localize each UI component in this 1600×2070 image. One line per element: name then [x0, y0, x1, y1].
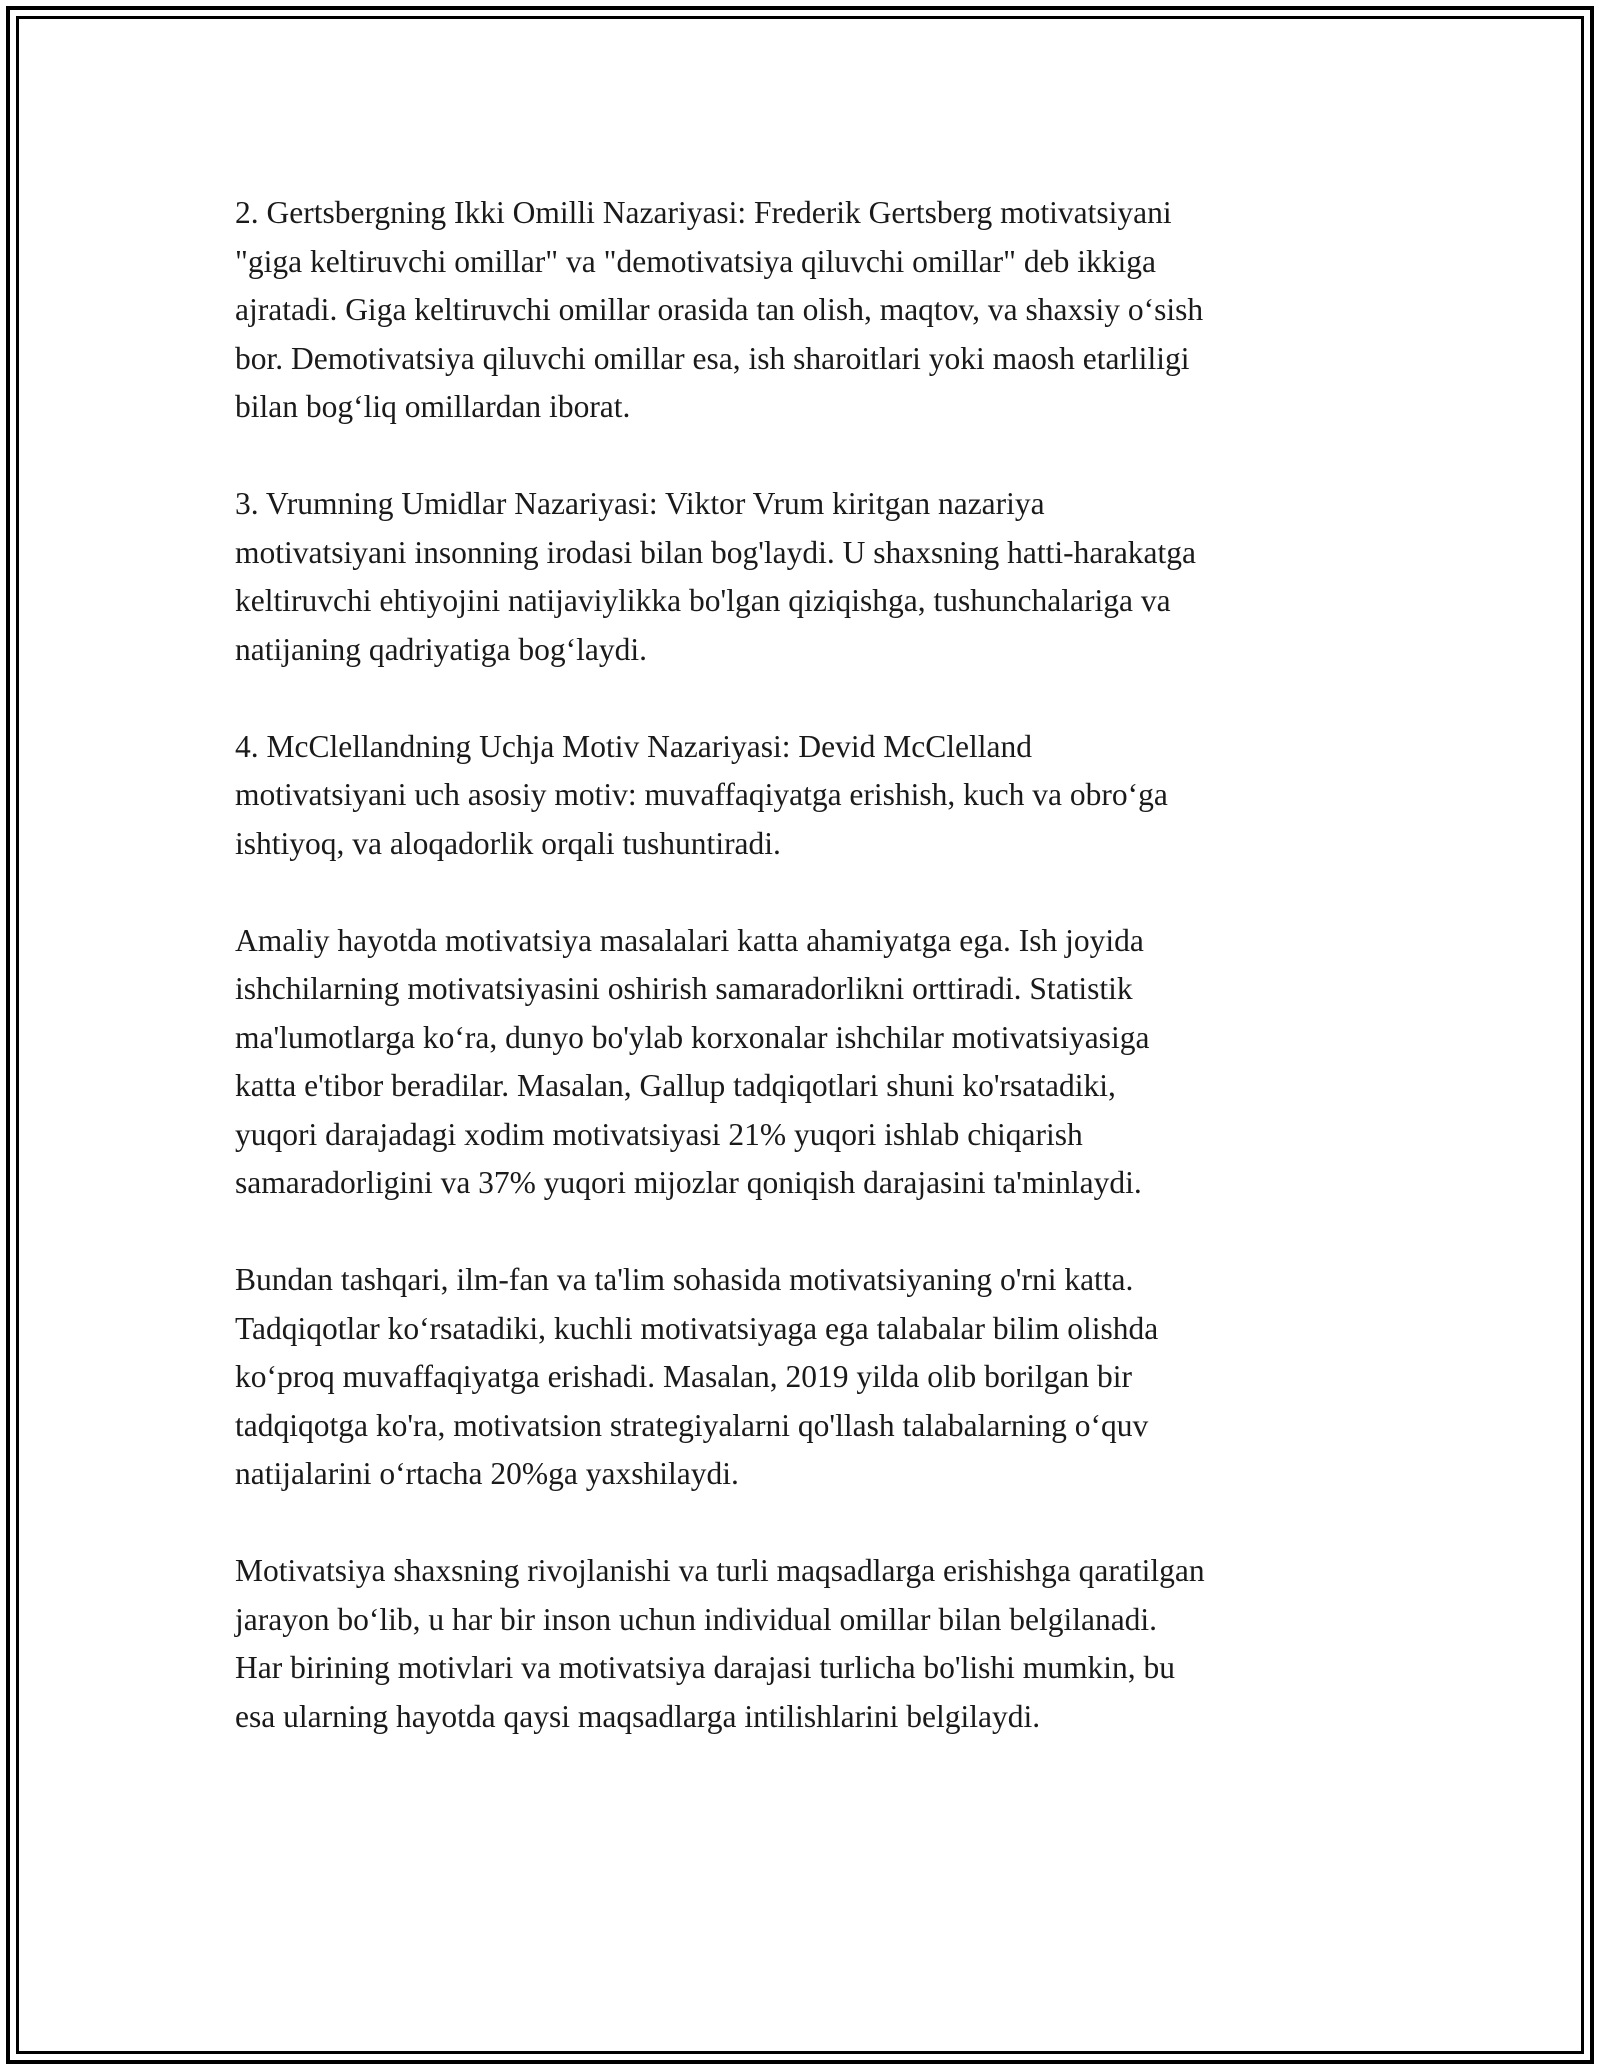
paragraph-mcclelland-theory	[235, 723, 1375, 869]
text-line: 2. Gertsbergning Ikki Omilli Nazariyasi: Frederik Gertsberg motivatsiyani	[235, 195, 1172, 230]
text-line: Bundan tashqari, ilm-fan va ta'lim sohasida motivatsiyaning o'rni katta.	[235, 1262, 1134, 1297]
text-line: bilan bog‘liq omillardan iborat.	[235, 389, 631, 424]
text-line: motivatsiyani uch asosiy motiv: muvaffaqiyatga erishish, kuch va obro‘ga	[235, 777, 1168, 812]
text-line: "giga keltiruvchi omillar" va "demotivatsiya qiluvchi omillar" deb ikkiga	[235, 243, 1156, 279]
text-line: yuqori darajadagi xodim motivatsiyasi 21% yuqori ishlab chiqarish	[235, 1116, 1083, 1152]
document-body	[235, 189, 1375, 1790]
text-line: ajratadi. Giga keltiruvchi omillar orasida tan olish, maqtov, va shaxsiy o‘sish	[235, 292, 1204, 327]
text-line: 4. McClellandning Uchja Motiv Nazariyasi: Devid McClelland	[235, 728, 1032, 764]
text-line: Amaliy hayotda motivatsiya masalalari katta ahamiyatga ega. Ish joyida	[235, 922, 1144, 958]
text-line: ishchilarning motivatsiyasini oshirish samaradorlikni orttiradi. Statistik	[235, 971, 1133, 1006]
text-line: natijaning qadriyatiga bog‘laydi.	[235, 631, 648, 667]
paragraph-workplace-motivation	[235, 917, 1375, 1208]
text-line: natijalarini o‘rtacha 20%ga yaxshilaydi.	[235, 1456, 739, 1491]
text-line: samaradorligini va 37% yuqori mijozlar qoniqish darajasini ta'minlaydi.	[235, 1165, 1142, 1200]
text-line: bor. Demotivatsiya qiluvchi omillar esa, ish sharoitlari yoki maosh etarliligi	[235, 340, 1190, 376]
text-line: ishtiyoq, va aloqadorlik orqali tushuntiradi.	[235, 825, 781, 861]
text-line: Motivatsiya shaxsning rivojlanishi va turli maqsadlarga erishishga qaratilgan	[235, 1553, 1205, 1588]
text-line: motivatsiyani insonning irodasi bilan bog'laydi. U shaxsning hatti-harakatga	[235, 534, 1197, 570]
text-line: ko‘proq muvaffaqiyatga erishadi. Masalan, 2019 yilda olib borilgan bir	[235, 1359, 1132, 1394]
text-line: Tadqiqotlar ko‘rsatadiki, kuchli motivatsiyaga ega talabalar bilim olishda	[235, 1310, 1159, 1346]
text-line: katta e'tibor beradilar. Masalan, Gallup tadqiqotlari shuni ko'rsatadiki,	[235, 1068, 1116, 1103]
paragraph-conclusion	[235, 1547, 1375, 1741]
text-line: jarayon bo‘lib, u har bir inson uchun individual omillar bilan belgilanadi.	[235, 1601, 1158, 1637]
text-line: 3. Vrumning Umidlar Nazariyasi: Viktor Vrum kiritgan nazariya	[235, 486, 1045, 521]
paragraph-herzberg-theory	[235, 189, 1375, 432]
paragraph-education-motivation	[235, 1256, 1375, 1499]
text-line: keltiruvchi ehtiyojini natijaviylikka bo'lgan qiziqishga, tushunchalariga va	[235, 583, 1171, 618]
text-line: tadqiqotga ko'ra, motivatsion strategiyalarni qo'llash talabalarning o‘quv	[235, 1407, 1149, 1443]
text-line: ma'lumotlarga ko‘ra, dunyo bo'ylab korxonalar ishchilar motivatsiyasiga	[235, 1019, 1150, 1055]
text-line: Har birining motivlari va motivatsiya darajasi turlicha bo'lishi mumkin, bu	[235, 1650, 1176, 1685]
paragraph-vroom-theory	[235, 480, 1375, 674]
text-line: esa ularning hayotda qaysi maqsadlarga intilishlarini belgilaydi.	[235, 1698, 1041, 1734]
